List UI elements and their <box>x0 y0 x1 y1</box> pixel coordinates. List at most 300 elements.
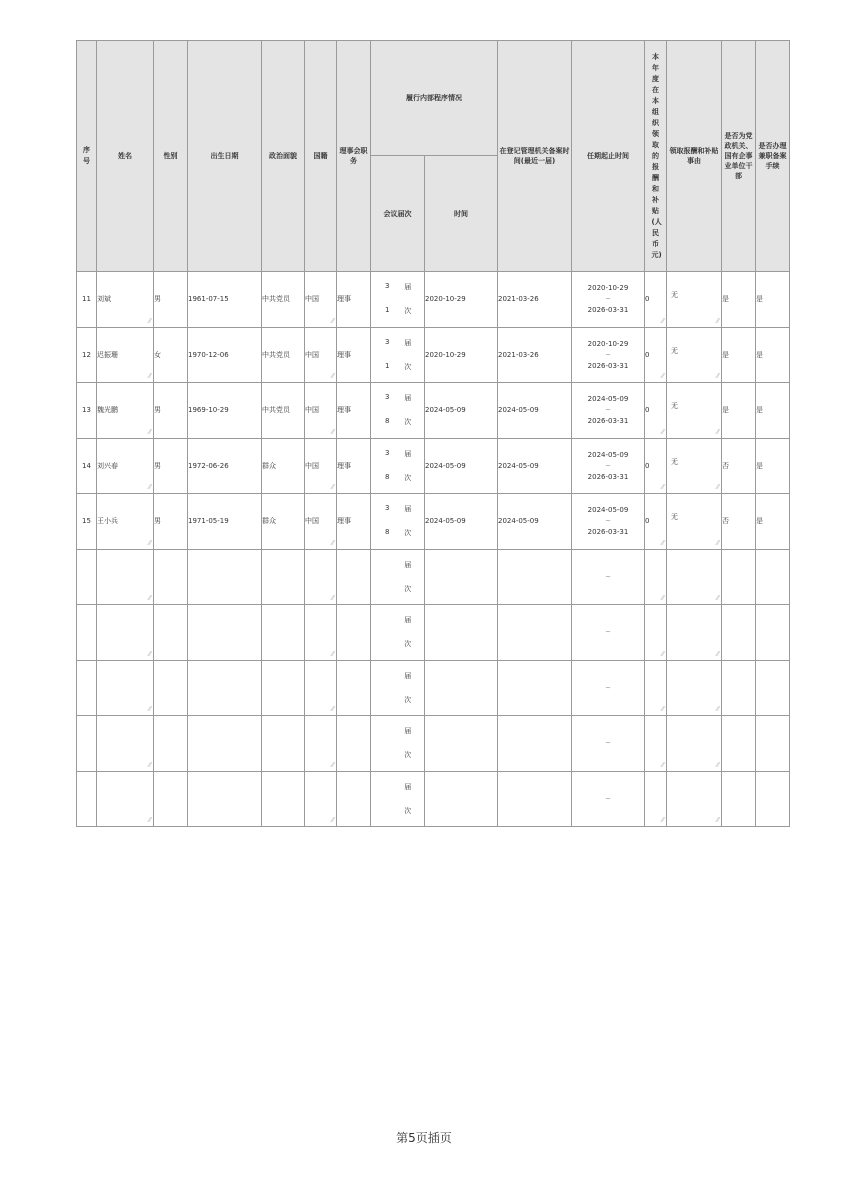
name-field[interactable] <box>97 494 154 550</box>
time-field[interactable] <box>425 272 498 328</box>
times-unit: 次 <box>404 695 412 704</box>
reason-field[interactable] <box>667 494 722 550</box>
filing-field[interactable] <box>498 605 572 661</box>
term-field[interactable] <box>572 272 645 328</box>
nationality-field[interactable] <box>305 771 337 827</box>
political-field[interactable] <box>262 327 305 383</box>
director-info-table <box>76 40 790 827</box>
birth-field[interactable] <box>188 327 262 383</box>
position-field[interactable] <box>337 383 371 439</box>
resize-handle-icon: ⁄⁄ <box>661 483 664 491</box>
times-unit: 次 <box>404 529 412 538</box>
resize-handle-icon: ⁄⁄ <box>716 538 719 547</box>
resize-handle-icon: ⁄⁄ <box>331 372 334 380</box>
filing-value: 2024-05-09 <box>498 461 539 470</box>
pay-field[interactable] <box>645 494 667 550</box>
political-field[interactable] <box>262 272 305 328</box>
reason-field[interactable] <box>667 716 722 772</box>
pay-value: 0 <box>645 406 650 415</box>
term-separator: ~ <box>605 406 611 415</box>
name-field[interactable] <box>97 438 154 494</box>
resize-handle-icon: ⁄⁄ <box>148 427 151 436</box>
pay-field[interactable] <box>645 605 667 661</box>
resize-handle-icon: ⁄⁄ <box>331 760 334 769</box>
resize-handle-icon: ⁄⁄ <box>331 316 334 325</box>
nationality-field[interactable] <box>305 327 337 383</box>
pay-field[interactable] <box>645 438 667 494</box>
header-pay-reason: 领取报酬和补贴事由 <box>667 41 722 272</box>
term-separator: ~ <box>605 295 611 304</box>
political-field[interactable] <box>262 549 305 605</box>
term-field[interactable] <box>572 494 645 550</box>
resize-handle-icon: ⁄⁄ <box>331 427 334 436</box>
political-field[interactable] <box>262 660 305 716</box>
session-unit: 届 <box>404 671 412 680</box>
meeting-field[interactable] <box>371 660 425 716</box>
name-value: 刘兴春 <box>97 461 118 470</box>
resize-handle-icon: ⁄⁄ <box>716 705 719 713</box>
gender-value: 女 <box>154 350 161 359</box>
term-separator: ~ <box>605 350 611 359</box>
resize-handle-icon: ⁄⁄ <box>716 372 719 380</box>
resize-handle-icon: ⁄⁄ <box>716 427 719 436</box>
birth-field[interactable] <box>188 660 262 716</box>
term-field[interactable] <box>572 549 645 605</box>
session-unit: 届 <box>404 616 412 625</box>
term-field[interactable] <box>572 438 645 494</box>
position-field[interactable] <box>337 660 371 716</box>
political-value: 中共党员 <box>262 350 290 359</box>
resize-handle-icon: ⁄⁄ <box>716 483 719 491</box>
filing-value: 2024-05-09 <box>498 406 539 415</box>
seq-value: 12 <box>82 350 91 359</box>
time-value: 2020-10-29 <box>425 350 466 359</box>
table-row <box>77 716 790 772</box>
filed-value: 是 <box>756 406 763 415</box>
term-separator: ~ <box>605 739 611 748</box>
political-field[interactable] <box>262 438 305 494</box>
time-field[interactable] <box>425 494 498 550</box>
name-value: 刘斌 <box>97 295 111 304</box>
gender-field[interactable] <box>154 605 188 661</box>
time-value: 2024-05-09 <box>425 461 466 470</box>
gender-field[interactable] <box>154 438 188 494</box>
seq-value: 15 <box>82 517 91 526</box>
session-unit: 届 <box>404 727 412 736</box>
session-value: 3 <box>385 448 390 457</box>
name-field[interactable] <box>97 383 154 439</box>
meeting-field[interactable] <box>371 494 425 550</box>
session-value <box>377 615 398 625</box>
reason-field[interactable] <box>667 771 722 827</box>
position-value: 理事 <box>337 295 351 304</box>
times-value <box>377 639 398 649</box>
filed-value: 是 <box>756 295 763 304</box>
nationality-field[interactable] <box>305 716 337 772</box>
session-unit: 届 <box>404 449 412 458</box>
filed-field[interactable] <box>756 660 790 716</box>
resize-handle-icon: ⁄⁄ <box>661 372 664 380</box>
reason-field[interactable] <box>667 383 722 439</box>
pay-field[interactable] <box>645 716 667 772</box>
resize-handle-icon: ⁄⁄ <box>331 483 334 491</box>
time-field[interactable] <box>425 660 498 716</box>
name-field[interactable] <box>97 549 154 605</box>
name-field[interactable] <box>97 716 154 772</box>
session-unit: 届 <box>404 283 412 292</box>
resize-handle-icon: ⁄⁄ <box>661 816 664 824</box>
birth-value: 1970-12-06 <box>188 350 229 359</box>
session-unit: 届 <box>404 505 412 514</box>
filing-field[interactable] <box>498 660 572 716</box>
term-separator: ~ <box>605 461 611 470</box>
meeting-field[interactable] <box>371 549 425 605</box>
resize-handle-icon: ⁄⁄ <box>148 483 151 491</box>
reason-value: 无 <box>671 457 678 466</box>
filing-field[interactable] <box>498 272 572 328</box>
filed-field[interactable] <box>756 438 790 494</box>
time-field[interactable] <box>425 771 498 827</box>
filed-field[interactable] <box>756 272 790 328</box>
official-field[interactable] <box>722 383 756 439</box>
resize-handle-icon: ⁄⁄ <box>661 538 664 547</box>
filing-field[interactable] <box>498 771 572 827</box>
official-field[interactable] <box>722 716 756 772</box>
meeting-field[interactable] <box>371 272 425 328</box>
seq-cell <box>77 327 97 383</box>
resize-handle-icon: ⁄⁄ <box>148 705 151 713</box>
term-start-value: 2024-05-09 <box>587 450 629 459</box>
name-field[interactable] <box>97 327 154 383</box>
term-field[interactable] <box>572 605 645 661</box>
term-end-value: 2026-03-31 <box>587 417 629 426</box>
name-field[interactable] <box>97 660 154 716</box>
name-field[interactable] <box>97 771 154 827</box>
meeting-field[interactable] <box>371 716 425 772</box>
position-field[interactable] <box>337 272 371 328</box>
resize-handle-icon: ⁄⁄ <box>331 705 334 713</box>
term-field[interactable] <box>572 660 645 716</box>
official-field[interactable] <box>722 494 756 550</box>
table-row <box>77 549 790 605</box>
time-value: 2024-05-09 <box>425 406 466 415</box>
gender-field[interactable] <box>154 494 188 550</box>
birth-field[interactable] <box>188 438 262 494</box>
filing-value: 2021-03-26 <box>498 350 539 359</box>
seq-cell <box>77 605 97 661</box>
gender-value: 男 <box>154 406 161 415</box>
header-name: 姓名 <box>97 41 154 272</box>
birth-field[interactable] <box>188 549 262 605</box>
table-row <box>77 327 790 383</box>
term-field[interactable] <box>572 716 645 772</box>
position-field[interactable] <box>337 771 371 827</box>
name-field[interactable] <box>97 272 154 328</box>
pay-field[interactable] <box>645 549 667 605</box>
position-field[interactable] <box>337 327 371 383</box>
nationality-field[interactable] <box>305 549 337 605</box>
nationality-field[interactable] <box>305 272 337 328</box>
official-field[interactable] <box>722 549 756 605</box>
resize-handle-icon: ⁄⁄ <box>661 760 664 769</box>
times-value <box>377 806 398 816</box>
times-value: 8 <box>385 472 390 481</box>
resize-handle-icon: ⁄⁄ <box>661 316 664 325</box>
meeting-field[interactable] <box>371 327 425 383</box>
official-value: 是 <box>722 350 729 359</box>
name-value: 王小兵 <box>97 517 118 526</box>
birth-value: 1969-10-29 <box>188 406 229 415</box>
birth-field[interactable] <box>188 494 262 550</box>
session-value: 3 <box>385 504 390 513</box>
times-value: 8 <box>385 528 390 537</box>
term-field[interactable] <box>572 383 645 439</box>
gender-value: 男 <box>154 295 161 304</box>
gender-field[interactable] <box>154 716 188 772</box>
official-field[interactable] <box>722 660 756 716</box>
seq-cell <box>77 494 97 550</box>
official-value: 否 <box>722 461 729 470</box>
term-field[interactable] <box>572 327 645 383</box>
filed-field[interactable] <box>756 605 790 661</box>
nationality-field[interactable] <box>305 494 337 550</box>
term-start-value: 2020-10-29 <box>587 284 629 293</box>
political-field[interactable] <box>262 605 305 661</box>
times-unit: 次 <box>404 806 412 815</box>
time-field[interactable] <box>425 716 498 772</box>
resize-handle-icon: ⁄⁄ <box>716 649 719 658</box>
header-position: 理事会职务 <box>337 41 371 272</box>
official-field[interactable] <box>722 771 756 827</box>
filing-field[interactable] <box>498 549 572 605</box>
position-field[interactable] <box>337 605 371 661</box>
position-field[interactable] <box>337 549 371 605</box>
pay-value: 0 <box>645 461 650 470</box>
pay-field[interactable] <box>645 327 667 383</box>
header-seq: 序号 <box>77 41 97 272</box>
resize-handle-icon: ⁄⁄ <box>148 372 151 380</box>
pay-field[interactable] <box>645 660 667 716</box>
filing-field[interactable] <box>498 327 572 383</box>
session-value <box>377 671 398 681</box>
term-field[interactable] <box>572 771 645 827</box>
time-field[interactable] <box>425 438 498 494</box>
times-unit: 次 <box>404 751 412 760</box>
times-value: 8 <box>385 417 390 426</box>
time-field[interactable] <box>425 327 498 383</box>
session-value: 3 <box>385 282 390 291</box>
official-field[interactable] <box>722 272 756 328</box>
gender-field[interactable] <box>154 383 188 439</box>
resize-handle-icon: ⁄⁄ <box>331 594 334 602</box>
time-value: 2024-05-09 <box>425 517 466 526</box>
reason-field[interactable] <box>667 605 722 661</box>
table-row <box>77 771 790 827</box>
meeting-field[interactable] <box>371 383 425 439</box>
reason-field[interactable] <box>667 660 722 716</box>
filing-field[interactable] <box>498 716 572 772</box>
resize-handle-icon: ⁄⁄ <box>661 594 664 602</box>
name-field[interactable] <box>97 605 154 661</box>
times-value: 1 <box>385 306 390 315</box>
term-separator: ~ <box>605 683 611 692</box>
official-field[interactable] <box>722 327 756 383</box>
resize-handle-icon: ⁄⁄ <box>148 316 151 325</box>
gender-field[interactable] <box>154 660 188 716</box>
nationality-value: 中国 <box>305 406 319 415</box>
position-value: 理事 <box>337 461 351 470</box>
name-value: 魏光鹏 <box>97 406 118 415</box>
header-has-filing: 是否办理兼职备案手续 <box>756 41 790 272</box>
gender-field[interactable] <box>154 272 188 328</box>
filing-value: 2021-03-26 <box>498 295 539 304</box>
filing-field[interactable] <box>498 438 572 494</box>
meeting-field[interactable] <box>371 771 425 827</box>
meeting-field[interactable] <box>371 438 425 494</box>
filing-value: 2024-05-09 <box>498 517 539 526</box>
term-start-value: 2020-10-29 <box>587 339 629 348</box>
filed-field[interactable] <box>756 327 790 383</box>
position-field[interactable] <box>337 494 371 550</box>
resize-handle-icon: ⁄⁄ <box>148 816 151 824</box>
pay-field[interactable] <box>645 771 667 827</box>
pay-value: 0 <box>645 517 650 526</box>
filing-field[interactable] <box>498 494 572 550</box>
session-value: 3 <box>385 393 390 402</box>
nationality-value: 中国 <box>305 461 319 470</box>
official-value: 是 <box>722 295 729 304</box>
session-unit: 届 <box>404 560 412 569</box>
birth-field[interactable] <box>188 716 262 772</box>
birth-value: 1961-07-15 <box>188 295 229 304</box>
nationality-value: 中国 <box>305 517 319 526</box>
political-value: 中共党员 <box>262 295 290 304</box>
gender-value: 男 <box>154 517 161 526</box>
time-field[interactable] <box>425 605 498 661</box>
times-unit: 次 <box>404 473 412 482</box>
resize-handle-icon: ⁄⁄ <box>148 538 151 547</box>
gender-field[interactable] <box>154 549 188 605</box>
official-field[interactable] <box>722 605 756 661</box>
political-field[interactable] <box>262 383 305 439</box>
term-start-value: 2024-05-09 <box>587 506 629 515</box>
filed-value: 是 <box>756 350 763 359</box>
header-birth: 出生日期 <box>188 41 262 272</box>
nationality-field[interactable] <box>305 605 337 661</box>
nationality-field[interactable] <box>305 438 337 494</box>
table-row <box>77 383 790 439</box>
reason-field[interactable] <box>667 327 722 383</box>
times-unit: 次 <box>404 418 412 427</box>
resize-handle-icon: ⁄⁄ <box>716 594 719 602</box>
session-value <box>377 782 398 792</box>
session-value <box>377 726 398 736</box>
time-field[interactable] <box>425 549 498 605</box>
birth-field[interactable] <box>188 771 262 827</box>
times-value <box>377 584 398 594</box>
filed-value: 是 <box>756 517 763 526</box>
political-value: 群众 <box>262 461 276 470</box>
official-value: 是 <box>722 406 729 415</box>
filed-field[interactable] <box>756 771 790 827</box>
times-unit: 次 <box>404 640 412 649</box>
resize-handle-icon: ⁄⁄ <box>331 816 334 824</box>
session-unit: 届 <box>404 782 412 791</box>
resize-handle-icon: ⁄⁄ <box>148 760 151 769</box>
term-end-value: 2026-03-31 <box>587 528 629 537</box>
birth-field[interactable] <box>188 605 262 661</box>
time-value: 2020-10-29 <box>425 295 466 304</box>
seq-cell <box>77 716 97 772</box>
filing-field[interactable] <box>498 383 572 439</box>
gender-field[interactable] <box>154 771 188 827</box>
resize-handle-icon: ⁄⁄ <box>331 649 334 658</box>
term-separator: ~ <box>605 628 611 637</box>
term-end-value: 2026-03-31 <box>587 306 629 315</box>
pay-value: 0 <box>645 350 650 359</box>
birth-field[interactable] <box>188 383 262 439</box>
birth-field[interactable] <box>188 272 262 328</box>
political-field[interactable] <box>262 716 305 772</box>
pay-field[interactable] <box>645 272 667 328</box>
reason-field[interactable] <box>667 272 722 328</box>
position-field[interactable] <box>337 716 371 772</box>
nationality-field[interactable] <box>305 660 337 716</box>
time-field[interactable] <box>425 383 498 439</box>
times-unit: 次 <box>404 584 412 593</box>
resize-handle-icon: ⁄⁄ <box>716 316 719 325</box>
filed-field[interactable] <box>756 383 790 439</box>
seq-cell <box>77 272 97 328</box>
header-pay-amount: 本年度在本组织领取的报酬和补贴(人民币元) <box>645 41 667 272</box>
seq-cell <box>77 771 97 827</box>
pay-field[interactable] <box>645 383 667 439</box>
filed-field[interactable] <box>756 716 790 772</box>
header-term: 任期起止时间 <box>572 41 645 272</box>
times-unit: 次 <box>404 307 412 316</box>
page-footer: 第5页插页 <box>396 1131 452 1145</box>
nationality-field[interactable] <box>305 383 337 439</box>
seq-value: 13 <box>82 406 91 415</box>
header-political: 政治面貌 <box>262 41 305 272</box>
table-row <box>77 438 790 494</box>
header-is-official: 是否为党政机关、国有企事业单位干部 <box>722 41 756 272</box>
resize-handle-icon: ⁄⁄ <box>661 705 664 713</box>
gender-field[interactable] <box>154 327 188 383</box>
filed-field[interactable] <box>756 549 790 605</box>
political-field[interactable] <box>262 771 305 827</box>
filed-field[interactable] <box>756 494 790 550</box>
political-field[interactable] <box>262 494 305 550</box>
reason-value: 无 <box>671 402 678 410</box>
position-field[interactable] <box>337 438 371 494</box>
term-end-value: 2026-03-31 <box>587 472 629 481</box>
reason-field[interactable] <box>667 549 722 605</box>
reason-field[interactable] <box>667 438 722 494</box>
position-value: 理事 <box>337 350 351 359</box>
official-field[interactable] <box>722 438 756 494</box>
nationality-value: 中国 <box>305 295 319 304</box>
meeting-field[interactable] <box>371 605 425 661</box>
seq-cell <box>77 383 97 439</box>
term-start-value: 2024-05-09 <box>587 395 629 404</box>
header-time: 时间 <box>425 156 498 272</box>
table-row <box>77 605 790 661</box>
session-value: 3 <box>385 337 390 346</box>
position-value: 理事 <box>337 406 351 415</box>
resize-handle-icon: ⁄⁄ <box>148 649 151 658</box>
times-value <box>377 695 398 705</box>
